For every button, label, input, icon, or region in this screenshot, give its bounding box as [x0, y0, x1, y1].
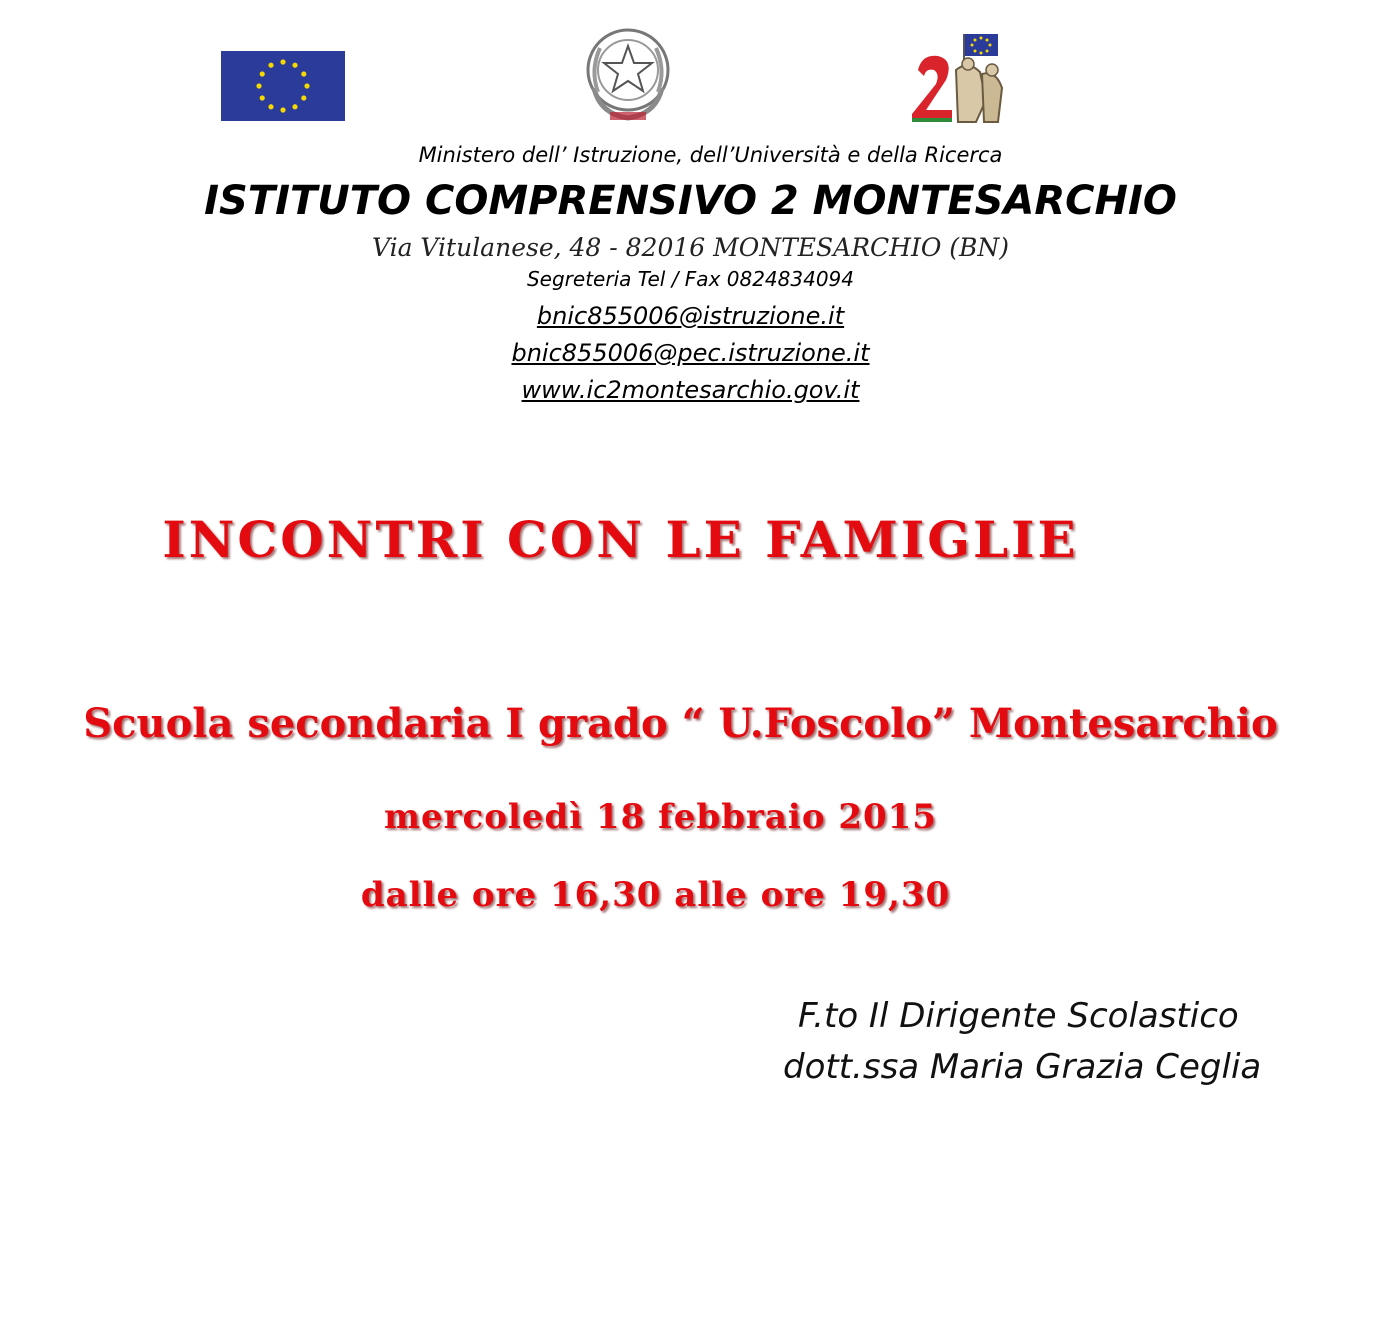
- pec-email-link[interactable]: bnic855006@pec.istruzione.it: [511, 339, 870, 367]
- eu-star-icon: [280, 107, 285, 112]
- event-time: dalle ore 16,30 alle ore 19,30: [360, 875, 951, 915]
- eu-star-icon: [268, 63, 273, 68]
- eu-star-icon: [292, 104, 297, 109]
- email-link[interactable]: bnic855006@istruzione.it: [536, 302, 845, 330]
- italian-republic-emblem-icon: [580, 18, 676, 126]
- signature-name: dott.ssa Maria Grazia Ceglia: [783, 1047, 1262, 1087]
- eu-star-icon: [292, 63, 297, 68]
- eu-star-icon: [280, 59, 285, 64]
- school-logo-icon: [906, 30, 1032, 130]
- eu-star-icon: [260, 71, 265, 76]
- ministry-name: Ministero dell’ Istruzione, dell’Università e della Ricerca: [418, 143, 1003, 167]
- signature-title: F.to Il Dirigente Scolastico: [798, 996, 1239, 1036]
- eu-star-icon: [260, 95, 265, 100]
- eu-flag-icon: [221, 51, 345, 121]
- school-name: Scuola secondaria I grado “ U.Foscolo” Montesarchio: [83, 700, 1278, 747]
- eu-star-icon: [304, 83, 309, 88]
- office-phone: Segreteria Tel / Fax 0824834094: [526, 267, 855, 291]
- event-date: mercoledì 18 febbraio 2015: [384, 797, 937, 837]
- website-link[interactable]: www.ic2montesarchio.gov.it: [521, 376, 860, 404]
- eu-star-icon: [268, 104, 273, 109]
- eu-star-icon: [301, 95, 306, 100]
- eu-star-icon: [301, 71, 306, 76]
- institute-address: Via Vitulanese, 48 - 82016 MONTESARCHIO (BN): [371, 233, 1010, 262]
- eu-star-icon: [256, 83, 261, 88]
- institute-name: ISTITUTO COMPRENSIVO 2 MONTESARCHIO: [204, 178, 1177, 224]
- event-title: INCONTRI CON LE FAMIGLIE: [162, 510, 1079, 569]
